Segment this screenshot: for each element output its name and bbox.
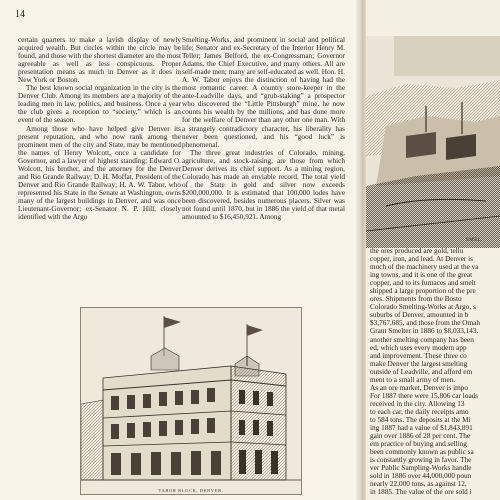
text-line: Colorado Smelting-Works at Argo, s: [370, 303, 476, 312]
text-line: ores. Shipments from the Bosto: [370, 295, 462, 304]
text-line: much of the machinery used at the va: [370, 263, 479, 272]
text-line: nearly 22,000 tons, as against 12,: [370, 480, 467, 489]
right-page: [366, 0, 500, 500]
text-line: another smelting company has been: [370, 335, 474, 344]
text-line: and improvement. These three co: [370, 351, 467, 360]
tabor-block-illustration: [81, 308, 301, 486]
text-line: For 1887 there were 15,806 car loads: [370, 391, 479, 400]
text-line: to each car, the daily receipts amo: [370, 407, 469, 416]
figure-caption: TABOR BLOCK, DENVER.: [158, 488, 224, 493]
text-line: shipped a large proportion of the pre: [370, 287, 476, 296]
text-column-right-page: [370, 247, 500, 496]
text-line: outside of Leadville, and afford em: [370, 367, 473, 376]
text-line: been commonly known as public sa: [370, 448, 474, 457]
text-line: ing towns, and it is one of the great: [370, 271, 473, 280]
paragraph: Smelting-Works, and prominent in social and political life; Senator and ex-Secretary of the Interior Henry M. Teller; James Belford, the ex-Congressman; Governor Adams, the Chief Executive, and many others. All are self-made men; many are self-educated as well. Hon. H. A. W. Tabor enjoys the distinction of having had the most romantic career. A country store-keeper in the ante-Leadville days, and “grub-staking” a prospector who discovered the “Little Pittsburgh” mine, he now counts his wealth by the millions, and has done more for the welfare of Denver than any other one man. With a strangely contradictory character, his liberality has never been questioned, and his “good luck” is phenomenal.: [182, 36, 345, 149]
text-line: Grant Smelter in 1886 to $8,033,143.: [370, 327, 479, 336]
text-line: sold in 1886 over 44,000,000 poun: [370, 472, 472, 481]
text-line: ed, which uses every modern app: [370, 343, 467, 352]
text-line: is constantly growing in favor. The: [370, 456, 472, 465]
text-line: gain over 1886 of 28 per cent. The: [370, 432, 471, 441]
text-line: the ores produced are gold, tellu: [370, 247, 464, 255]
paragraph: Among those who have helped give Denver its present reputation, and who now rank among the prominent men of the city and State, may be mentioned the names of Henry Wolcott, once a candidate for Governor, and a lawyer of highest standing; Edward O. Wolcott, his brother, and the attorney for the Denver and Rio Grande Railway; D. H. Moffat, President of the Denver and Rio Grande Railway; H. A. W. Tabor, who represented his State in the Senate at Washington, owns many of the largest buildings in Denver, and was once Lieutenant-Governor; ex-Senator N. P. Hill, closely identified with the Argo: [18, 124, 181, 222]
text-line: ment to a small army of men.: [370, 375, 456, 384]
text-line: in 1885. The value of the ore sold i: [370, 488, 472, 497]
text-line: make Denver the largest smelting: [370, 359, 468, 368]
paragraph: certain quarters to make a lavish display of newly acquired wealth. But circles within the circle may be found, and those with the shortest diameter are the most agreeable as well as less conspicuous. Proper presentation means as much in Denver as it does in New York or Boston.: [18, 36, 181, 85]
figure-caption: SMEL: [466, 238, 482, 243]
text-line: copper, and to its furnaces and smelt: [370, 279, 476, 288]
text-line: received in the city. Allowing 13: [370, 399, 465, 408]
text-line: to 584 tons. The deposits at the Mi: [370, 415, 471, 424]
paragraph: The best known social organization in the city is the Denver Club. Among its members are a majority of the leading men in law, politics, and business. Once a year the club gives a reception to “society,” which is an event of the season.: [18, 84, 181, 125]
text-column-right: [182, 36, 345, 221]
text-line: As an ore market, Denver is impo: [370, 383, 469, 392]
text-line: copper, iron, and lead. At Denver is: [370, 255, 473, 264]
text-line: em practice of buying and selling: [370, 440, 467, 449]
text-line: ing 1887 had a value of $1,843,891: [370, 424, 473, 433]
text-line: ver Public Sampling-Works handle: [370, 464, 472, 473]
text-line: $3,767,685, and those from the Omah: [370, 319, 480, 328]
text-column-left: [18, 36, 181, 221]
smelter-engraving: [366, 36, 500, 248]
smelter-illustration: [366, 36, 500, 248]
paragraph: The three great industries of Colorado, mining, agriculture, and stock-raising, are those from which Denver derives its chief support. As a mining region, Colorado has made an enviable record. The total yield of the State in gold and silver now exceeds $200,000,000. It is estimated that 100,000 lodes have been discovered, besides numerous placers. Silver was not found until 1870, but in 1886 the yield of that metal amounted to $16,450,921. Among: [182, 148, 345, 222]
building-engraving: [80, 307, 302, 495]
page-number: 14: [15, 9, 25, 20]
text-line: suburbs of Denver, amounted in b: [370, 311, 469, 320]
